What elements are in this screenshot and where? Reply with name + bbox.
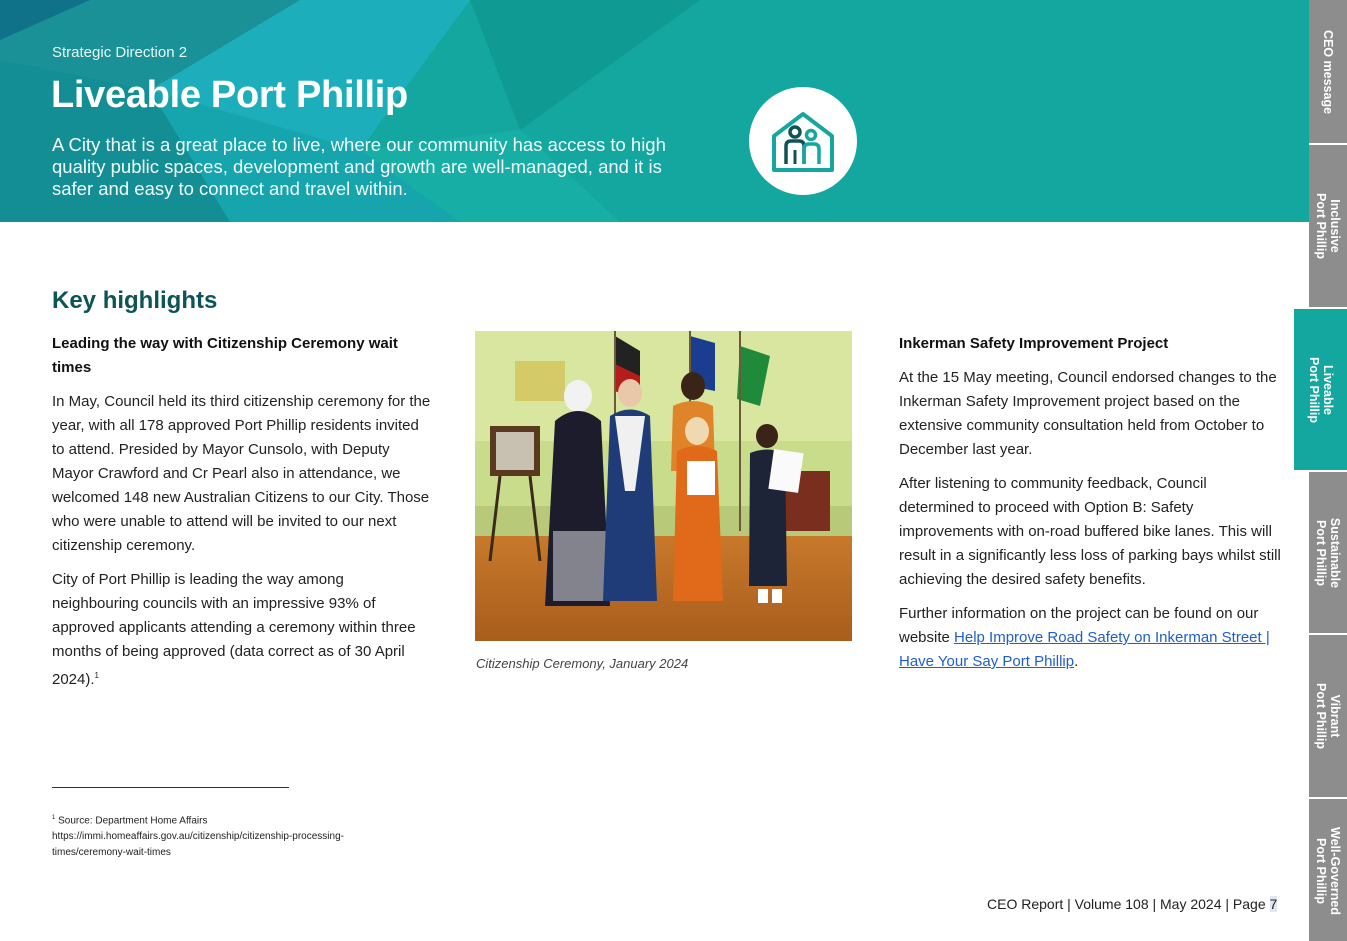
page-title: Liveable Port Phillip: [51, 74, 408, 116]
tab-label: Vibrant Port Phillip: [1314, 683, 1342, 749]
footer-text: CEO Report | Volume 108 | May 2024 | Page: [987, 896, 1270, 912]
inkerman-paragraph-1: At the 15 May meeting, Council endorsed changes to the Inkerman Safety Improvement project based on the extensive community consultation held from October to December last year.: [899, 369, 1277, 458]
citizenship-paragraph-1: In May, Council held its third citizenship ceremony for the year, with all 178 approved Port Phillip residents invited to attend. Presided by Mayor Cunsolo, with Deputy Mayor Crawford and Cr Pearl also in attendance, we welcomed 148 new Australian Citizens to our City. Those who were unable to attend will be invited to our next citizenship ceremony.: [52, 393, 431, 554]
footnote-source-text: Source: Department Home Affairs: [55, 815, 208, 827]
footnote-marker: 1: [52, 815, 56, 821]
tab-label: Sustainable Port Phillip: [1314, 517, 1342, 588]
left-column: [52, 332, 432, 702]
tab-ceo-message[interactable]: [1309, 0, 1347, 143]
header-banner: [0, 0, 1309, 222]
photo-caption: Citizenship Ceremony, January 2024: [476, 656, 689, 671]
emblem-badge: [749, 87, 857, 195]
inkerman-paragraph-3-text: Further information on the project can be found on our website: [899, 605, 1259, 646]
tab-sustainable-port-phillip[interactable]: [1309, 470, 1347, 633]
tab-inclusive-port-phillip[interactable]: [1309, 143, 1347, 307]
citizenship-subheading: Leading the way with Citizenship Ceremony wait times: [52, 335, 398, 376]
footnote: [52, 810, 412, 861]
strategic-direction-label: Strategic Direction 2: [52, 44, 188, 61]
tab-liveable-port-phillip[interactable]: [1294, 307, 1347, 470]
inkerman-subheading: Inkerman Safety Improvement Project: [899, 335, 1169, 352]
footnote-url[interactable]: https://immi.homeaffairs.gov.au/citizenship/citizenship-processing-times/ceremony-wait-times: [52, 831, 344, 859]
citizenship-ceremony-photo: [475, 331, 852, 641]
ceremony-photo-illustration: [475, 331, 852, 641]
citizenship-paragraph-2: [52, 568, 432, 692]
footnote-divider: [52, 787, 289, 788]
right-column: [899, 332, 1284, 684]
strategic-direction-description: A City that is a great place to live, where our community has access to high quality public spaces, development and growth are well-managed, and it is safer and easy to connect and travel within.: [52, 134, 666, 199]
inkerman-paragraph-3: [899, 602, 1284, 674]
footnote-source: [52, 810, 412, 829]
inkerman-paragraph-2: After listening to community feedback, Council determined to proceed with Option B: Safety improvements with on-road buffered bike lanes. This will result in a significantly less loss of parking bays whilst still achieving the desired safety benefits.: [899, 475, 1281, 588]
citizenship-paragraph-2-text: City of Port Phillip is leading the way among neighbouring councils with an impressive 93% of approved applicants attending a ceremony within three months of being approved (data correct as of 30 April 2024).: [52, 571, 416, 688]
page-footer: [987, 896, 1277, 912]
people-house-icon: [768, 106, 838, 176]
section-heading: Key highlights: [52, 287, 218, 314]
tab-vibrant-port-phillip[interactable]: [1309, 633, 1347, 797]
tab-label: Liveable Port Phillip: [1306, 356, 1335, 423]
tab-label: Well-Governed Port Phillip: [1314, 827, 1342, 915]
have-your-say-link[interactable]: Help Improve Road Safety on Inkerman Street | Have Your Say Port Phillip: [899, 629, 1270, 670]
footnote-reference[interactable]: 1: [94, 671, 99, 680]
tab-label: CEO message: [1321, 29, 1335, 114]
page-number: 7: [1269, 896, 1278, 912]
tab-well-governed-port-phillip[interactable]: [1309, 797, 1347, 941]
inkerman-paragraph-3-end: .: [1074, 653, 1079, 670]
tab-label: Inclusive Port Phillip: [1314, 193, 1342, 259]
section-tabs: [1306, 0, 1347, 941]
